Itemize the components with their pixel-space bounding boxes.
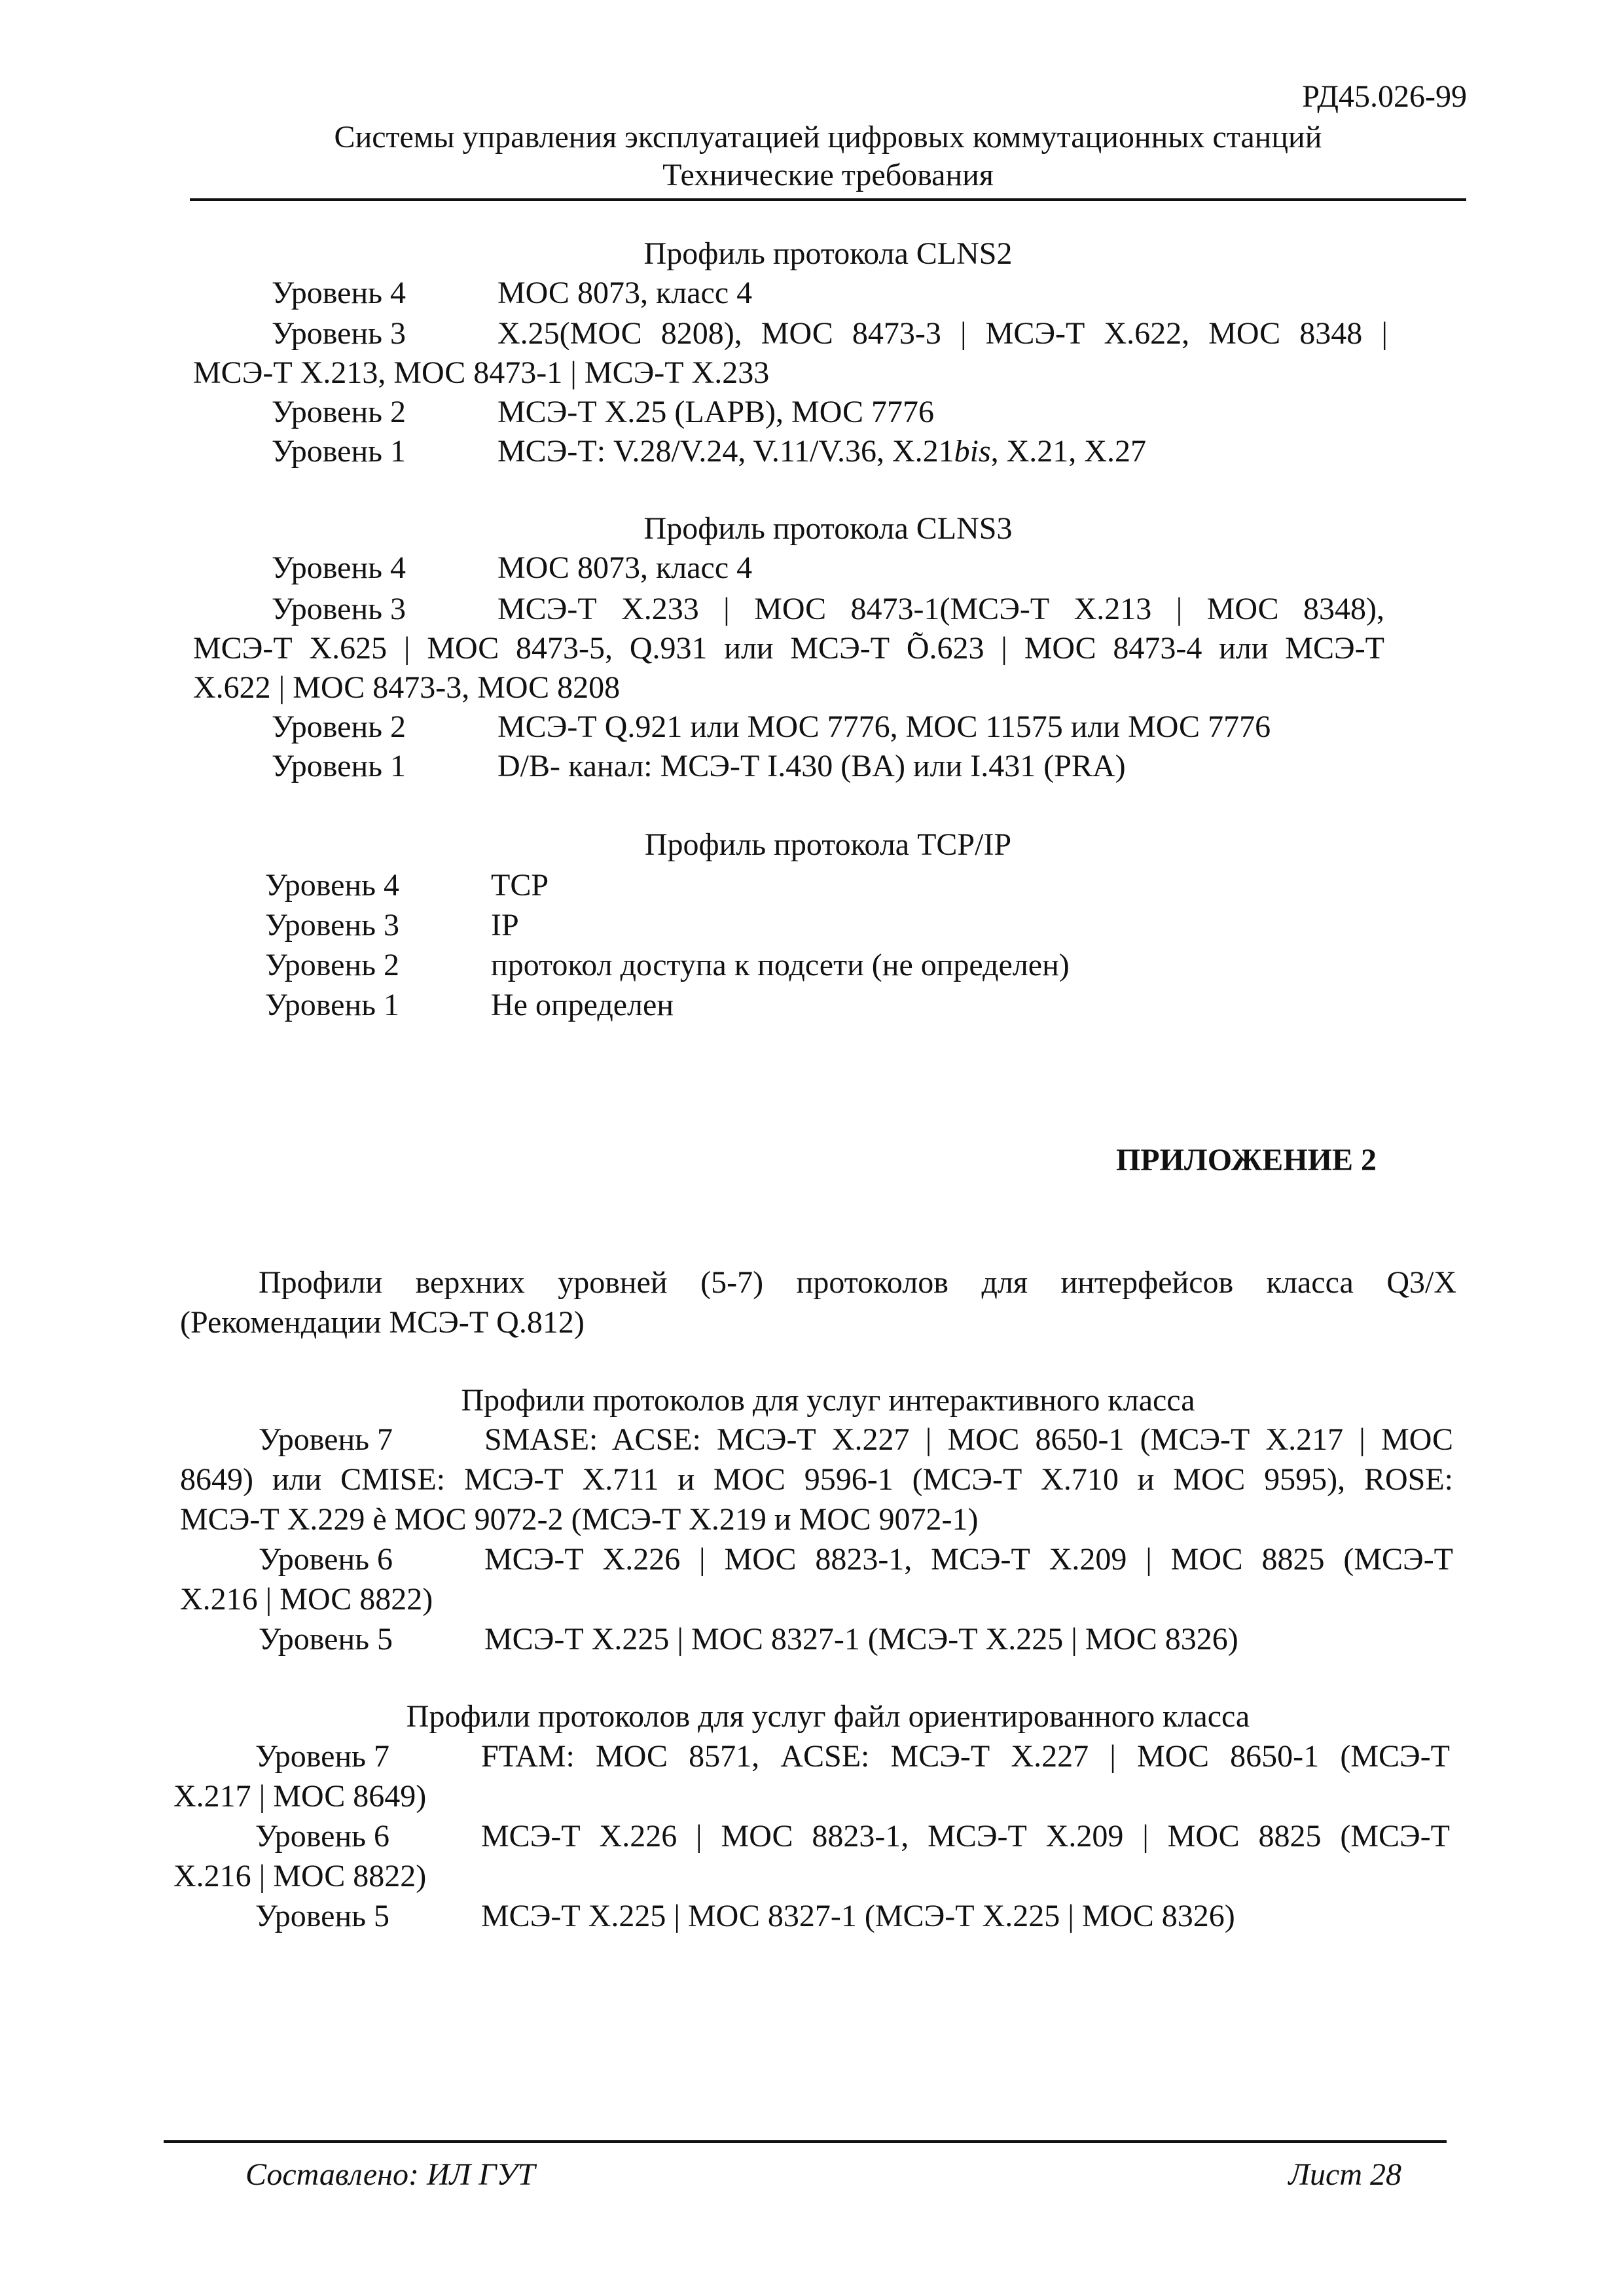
clns3-level3-continuation2: X.622 | МОС 8473-3, МОС 8208 bbox=[193, 670, 621, 705]
clns2-level1-text-a: МСЭ-Т: V.28/V.24, V.11/V.36, X.21 bbox=[497, 434, 954, 469]
file-level6-text: МСЭ-Т X.226 | МОС 8823-1, МСЭ-Т X.209 | МОС 8825 (МСЭ-Т bbox=[481, 1819, 1450, 1854]
tcpip-level1-text: Не определен bbox=[491, 988, 674, 1022]
interactive-level6-label: Уровень 6 bbox=[259, 1542, 393, 1577]
clns2-level1-label: Уровень 1 bbox=[272, 434, 406, 469]
file-level7-label: Уровень 7 bbox=[255, 1739, 390, 1774]
file-level6-label: Уровень 6 bbox=[255, 1819, 390, 1854]
clns3-level4-text: МОС 8073, класс 4 bbox=[497, 550, 753, 585]
tcpip-level3-text: IP bbox=[491, 908, 519, 942]
clns3-level3-label: Уровень 3 bbox=[272, 592, 406, 626]
file-level7-continuation: X.217 | МОС 8649) bbox=[173, 1779, 427, 1814]
footer-rule bbox=[164, 2140, 1447, 2143]
tcpip-level4-text: TCP bbox=[491, 868, 549, 903]
tcpip-level3-label: Уровень 3 bbox=[265, 908, 400, 942]
interactive-level6-text: МСЭ-Т X.226 | МОС 8823-1, МСЭ-Т X.209 | МОС 8825 (МСЭ-Т bbox=[484, 1542, 1453, 1577]
header-title-line2: Технические требования bbox=[662, 158, 994, 192]
clns3-level2-label: Уровень 2 bbox=[272, 709, 406, 744]
clns3-level2-text: МСЭ-Т Q.921 или МОС 7776, МОС 11575 или МОС 7776 bbox=[497, 709, 1271, 744]
interactive-level7-continuation1: 8649) или CMISE: МСЭ-Т X.711 и МОС 9596-1 (МСЭ-Т X.710 и МОС 9595), ROSE: bbox=[180, 1462, 1453, 1497]
appendix-title: ПРИЛОЖЕНИЕ 2 bbox=[1115, 1143, 1377, 1177]
clns2-level2-label: Уровень 2 bbox=[272, 395, 406, 429]
interactive-level5-label: Уровень 5 bbox=[259, 1622, 393, 1657]
appendix-intro-line1: Профили верхних уровней (5-7) протоколов для интерфейсов класса Q3/X bbox=[259, 1265, 1456, 1300]
interactive-level5-text: МСЭ-Т X.225 | МОС 8327-1 (МСЭ-Т X.225 | МОС 8326) bbox=[484, 1622, 1238, 1657]
file-title: Профили протоколов для услуг файл ориентированного класса bbox=[406, 1699, 1250, 1734]
interactive-level6-continuation: X.216 | МОС 8822) bbox=[180, 1582, 433, 1617]
clns2-level1-text bbox=[497, 433, 1146, 469]
file-level5-label: Уровень 5 bbox=[255, 1899, 390, 1933]
clns2-level2-text: МСЭ-Т X.25 (LAPB), МОС 7776 bbox=[497, 395, 934, 429]
tcpip-title: Профиль протокола TCP/IP bbox=[644, 827, 1012, 862]
clns3-level3-continuation1: МСЭ-Т X.625 | МОС 8473-5, Q.931 или МСЭ-Т Õ.623 | МОС 8473-4 или МСЭ-Т bbox=[193, 631, 1384, 666]
document-code: РД45.026-99 bbox=[1302, 79, 1467, 114]
header-title-line1: Системы управления эксплуатацией цифровых коммутационных станций bbox=[334, 120, 1322, 154]
clns2-level1-text-bis: bis bbox=[954, 434, 991, 469]
clns3-title: Профиль протокола CLNS3 bbox=[643, 511, 1013, 546]
file-level6-continuation: X.216 | МОС 8822) bbox=[173, 1859, 427, 1893]
footer-compiled: Составлено: ИЛ ГУТ bbox=[245, 2157, 535, 2192]
clns2-level3-text: X.25(МОС 8208), МОС 8473-3 | МСЭ-Т X.622, МОС 8348 | bbox=[497, 316, 1388, 351]
clns2-level1-text-c: , X.21, X.27 bbox=[990, 434, 1146, 469]
file-level5-text: МСЭ-Т X.225 | МОС 8327-1 (МСЭ-Т X.225 | МОС 8326) bbox=[481, 1899, 1235, 1933]
clns2-level4-text: МОС 8073, класс 4 bbox=[497, 276, 753, 310]
clns3-level4-label: Уровень 4 bbox=[272, 550, 406, 585]
tcpip-level2-text: протокол доступа к подсети (не определен) bbox=[491, 948, 1070, 982]
file-level7-text: FTAM: МОС 8571, ACSE: МСЭ-Т X.227 | МОС 8650-1 (МСЭ-Т bbox=[481, 1739, 1450, 1774]
tcpip-level1-label: Уровень 1 bbox=[265, 988, 400, 1022]
tcpip-level4-label: Уровень 4 bbox=[265, 868, 400, 903]
clns2-level3-continuation: МСЭ-Т X.213, МОС 8473-1 | МСЭ-Т X.233 bbox=[193, 355, 770, 390]
appendix-intro-line2: (Рекомендации МСЭ-Т Q.812) bbox=[180, 1305, 585, 1340]
interactive-level7-text: SMASE: ACSE: МСЭ-Т X.227 | МОС 8650-1 (МСЭ-Т X.217 | МОС bbox=[484, 1422, 1453, 1457]
clns3-level1-text: D/B- канал: МСЭ-Т I.430 (BA) или I.431 (PRA) bbox=[497, 749, 1126, 783]
clns3-level3-text: МСЭ-Т X.233 | МОС 8473-1(МСЭ-Т X.213 | МОС 8348), bbox=[497, 592, 1384, 626]
footer-sheet-number: Лист 28 bbox=[1288, 2157, 1401, 2192]
tcpip-level2-label: Уровень 2 bbox=[265, 948, 400, 982]
clns2-level4-label: Уровень 4 bbox=[272, 276, 406, 310]
interactive-level7-continuation2: МСЭ-Т X.229 è МОС 9072-2 (МСЭ-Т X.219 и МОС 9072-1) bbox=[180, 1502, 979, 1537]
clns2-level3-label: Уровень 3 bbox=[272, 316, 406, 351]
interactive-title: Профили протоколов для услуг интерактивного класса bbox=[461, 1383, 1195, 1418]
header-rule bbox=[190, 198, 1466, 201]
clns2-title: Профиль протокола CLNS2 bbox=[643, 236, 1013, 271]
clns3-level1-label: Уровень 1 bbox=[272, 749, 406, 783]
interactive-level7-label: Уровень 7 bbox=[259, 1422, 393, 1457]
